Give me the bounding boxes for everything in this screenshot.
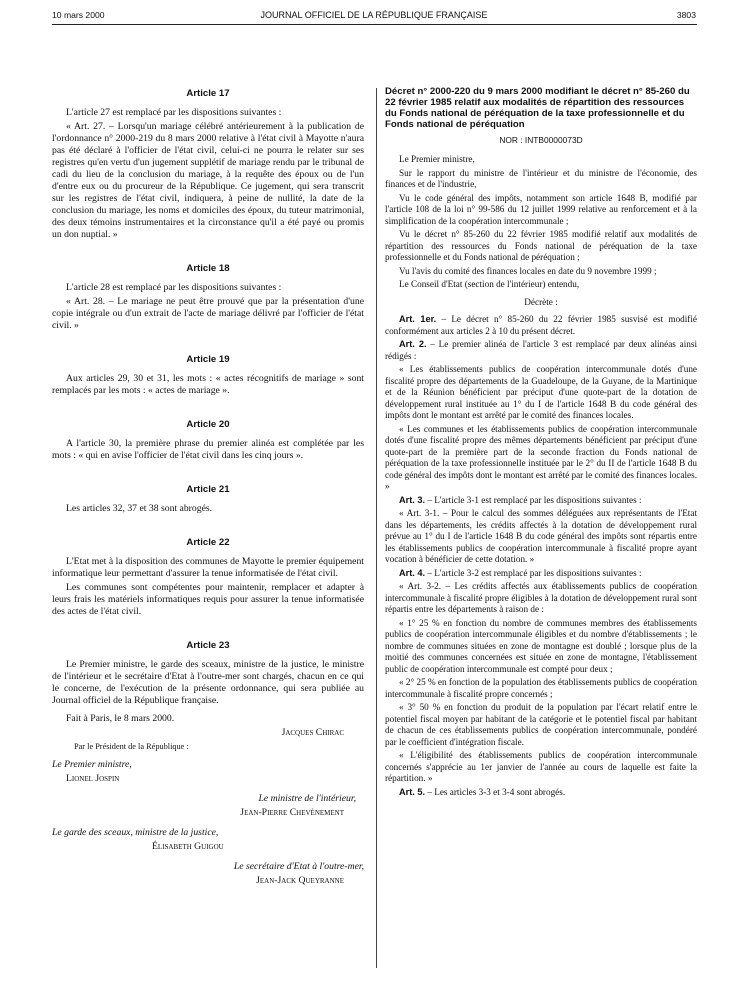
interior-minister-signature: Jean-Pierre Chevènement [240,807,344,818]
article-17-intro: L'article 27 est remplacé par les dispositions suivantes : [66,107,282,118]
justice-minister-signature: Élisabeth Guigou [152,841,224,852]
article-22-text-2: Les communes sont compétentes pour maintenir, remplacer et adapter à leurs frais les matériels informatiques requis pour assurer la tenue informatisée des actes de l'état civil. [52,582,364,617]
nor-reference: NOR : INTB0000073D [499,135,583,145]
overseas-secretary-signature: Jean-Jack Queyranne [256,875,344,886]
article-4-quote-1: « 1° 25 % en fonction du nombre de communes membres des établissements publics de coopération intercommunale éligibles et du nombre d'établissements ; le nombre de communes situées en zone de montagne est doublé ; lorsque plus de la moitié des communes concernées est située en zone de montagne, l'établissement public de coopération intercommunale est compté pour deux ; [385,617,697,674]
visa-conseil-etat: Le Conseil d'Etat (section de l'intérieur) entendu, [399,279,580,289]
article-3 [385,495,697,507]
article-3-quote: « Art. 3-1. – Pour le calcul des sommes déléguées aux représentants de l'Etat dans les départements, les crédits affectés à la dotation de développement rural prévue au 1° du I de l'article 1648 B du code général des impôts sont répartis entre les établissements publics de coopération intercommunale à fiscalité propre ayant vocation à bénéficier de cette dotation. » [385,508,697,564]
visa-cgi: Vu le code général des impôts, notamment son article 1648 B, modifié par l'article 108 de la loi n° 99-586 du 12 juillet 1999 relative au renforcement et à la simplification de la coopération intercommunale ; [385,192,697,226]
article-19-text: Aux articles 29, 30 et 31, les mots : « actes récognitifs de mariage » sont remplacés par les mots : « actes de mariage ». [52,373,364,396]
decrete-heading: Décrète : [524,296,558,307]
article-1 [385,314,697,337]
article-1-lead: Art. 1er. [399,314,437,324]
article-23-text: Le Premier ministre, le garde des sceaux, ministre de la justice, le ministre de l'intérieur et le secrétaire d'Etat à l'outre-mer sont chargés, chacun en ce qui le concerne, de l'exécution de la présente ordonnance, qui sera publiée au Journal officiel de la République française. [52,659,364,706]
article-20-text: A l'article 30, la première phrase du premier alinéa est complétée par les mots : « qui en avise l'officier de l'état civil dans les cinq jours ». [52,438,364,461]
article-2-text: – Le premier alinéa de l'article 3 est remplacé par deux alinéas ainsi rédigés : [385,339,697,361]
article-23-heading: Article 23 [186,640,230,651]
overseas-secretary-title: Le secrétaire d'Etat à l'outre-mer, [233,861,364,872]
article-2 [385,339,697,362]
article-3-lead: Art. 3. [399,494,426,505]
article-1-text: – Le décret n° 85-260 du 22 février 1985 susvisé est modifié conformément aux articles 2 à 10 du présent décret. [385,314,697,336]
article-17-text: « Art. 27. – Lorsqu'un mariage célébré antérieurement à la publication de l'ordonnance n° 2000-219 du 8 mars 2000 relative à l'état civil à Mayotte n'aura pas été déclaré à l'officier de l'état civil, celui-ci ne pourra le relater sur ses registres qu'en vertu d'un jugement supplétif de mariage rendu par le tribunal de cadi du lieu de la conclusion du mariage, à la requête des époux ou de l'un d'entre eux ou du procureur de la République. Ce jugement, qui sera transcrit sur les registres de l'état civil, indiquera, à peine de nullité, la date de la conclusion du mariage, les noms et domiciles des époux, du tuteur matrimonial, des deux témoins instrumentaires et la circonstance qu'il a été payé ou promis un don nuptial. » [52,121,364,240]
interior-minister-title: Le ministre de l'intérieur, [258,793,356,804]
article-2-lead: Art. 2. [399,339,427,349]
article-2-quote-1: « Les établissements publics de coopération intercommunale dotés d'une fiscalité propre des départements de la Guadeloupe, de la Guyane, de la Martinique et de la Réunion bénéficient par préciput d'une quote-part de la dotation de développement rural instituée au 1° du I de l'article 1648 B du code général des impôts dont le montant est arrêté par le comité des finances locales. [385,364,697,420]
article-18-heading: Article 18 [186,263,230,274]
justice-minister-title: Le garde des sceaux, ministre de la justice, [52,827,219,838]
journal-title: JOURNAL OFFICIEL DE LA RÉPUBLIQUE FRANÇAISE [260,10,488,20]
issue-date: 10 mars 2000 [52,10,105,20]
right-column [385,86,697,800]
article-18-text: « Art. 28. – Le mariage ne peut être prouvé que par la présentation d'une copie intégrale ou d'un extrait de l'acte de mariage délivré par l'officier de l'état civil. » [52,296,364,331]
article-4-quote-2: « 2° 25 % en fonction de la population des établissements publics de coopération intercommunale à fiscalité propre concernés ; [385,677,697,699]
article-4-quote-4: « L'éligibilité des établissements publics de coopération intercommunale concernés s'apprécie au 1er janvier de l'année au cours de laquelle est faite la répartition. » [385,750,697,783]
article-4 [385,568,697,580]
article-20-heading: Article 20 [186,419,230,430]
article-5-lead: Art. 5. [399,786,426,797]
decree-title: Décret n° 2000-220 du 9 mars 2000 modifiant le décret n° 85-260 du 22 février 1985 relatif aux modalités de répartition des ressources du Fonds national de péréquation de la taxe professionnelle et du Fonds national de péréquation [385,86,690,130]
header-rule [52,24,697,25]
article-22-heading: Article 22 [186,537,230,548]
article-5-text: – Les articles 3-3 et 3-4 sont abrogés. [425,786,566,797]
visa-rapport: Sur le rapport du ministre de l'intérieur et du ministre de l'économie, des finances et de l'industrie, [385,167,697,189]
article-4-lead: Art. 4. [399,567,426,578]
pm-title: Le Premier ministre, [52,759,132,770]
par-le-president: Par le Président de la République : [74,742,189,751]
visa-comite: Vu l'avis du comité des finances locales en date du 9 novembre 1999 ; [399,265,657,276]
article-2-quote-2: « Les communes et les établissements publics de coopération intercommunale dotés d'une fiscalité propre des mêmes départements bénéficient par préciput d'une quote-part de la première part de la seconde fraction du Fonds national de péréquation de la taxe professionnelle instituée par le 2° du II de l'article 1648 B du code général des impôts dont le montant est arrêté par le comité des finances locales. » [385,423,698,491]
left-column [52,88,364,889]
article-4-quote-3: « 3° 50 % en fonction du produit de la population par l'écart relatif entre le potentiel fiscal moyen par habitant de la catégorie et le potentiel fiscal par habitant de chacun de ces établissements publics de coopération intercommunale, pondéré par le coefficient d'intégration fiscale. [385,702,697,747]
page-header [0,10,748,24]
article-17-heading: Article 17 [186,88,230,99]
article-4-quote: « Art. 3-2. – Les crédits affectés aux établissements publics de coopération intercommunale à fiscalité propre éligibles à la dotation de développement rural sont répartis entre les départements à raison de : [385,581,697,614]
visa-premier-ministre: Le Premier ministre, [399,154,475,164]
article-21-text: Les articles 32, 37 et 38 sont abrogés. [66,503,213,514]
visa-decret-85-260: Vu le décret n° 85-260 du 22 février 1985 modifié relatif aux modalités de répartition des ressources du Fonds national de péréquation de la taxe professionnelle et du Fonds national de péréquation ; [385,229,697,262]
column-divider [376,88,377,968]
article-18-intro: L'article 28 est remplacé par les dispositions suivantes : [66,282,282,293]
article-22-text-1: L'Etat met à la disposition des communes de Mayotte le premier équipement informatique leur permettant d'assurer la tenue informatisée de l'état civil. [52,556,364,579]
article-21-heading: Article 21 [186,484,230,495]
pm-signature: Lionel Jospin [66,773,120,784]
page-number: 3803 [676,10,696,20]
president-signature: Jacques Chirac [281,727,344,738]
article-19-heading: Article 19 [186,354,230,365]
article-5 [385,787,697,799]
article-4-text: – L'article 3-2 est remplacé par les dispositions suivantes : [425,567,642,578]
signing-place-date: Fait à Paris, le 8 mars 2000. [66,713,175,724]
article-3-text: – L'article 3-1 est remplacé par les dispositions suivantes : [425,494,642,505]
